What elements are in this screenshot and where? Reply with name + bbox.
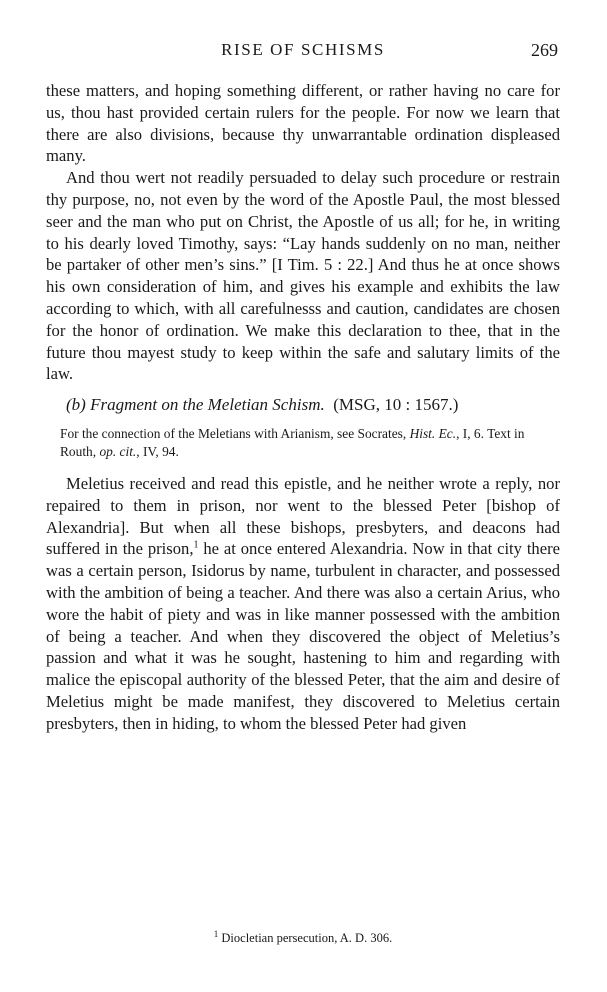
source-note-ref1: , I, 6. Text in Routh, — [60, 425, 525, 459]
body-text — [46, 80, 560, 735]
section-heading — [66, 394, 560, 416]
paragraph-meletius-text-b: he at once entered Alexandria. Now in that city there was a certain person, Isidorus by name, turbulent in character, and possessed with the ambition of being a teacher. And there was also a certain Arius, who wore the habit of piety and was in like manner possessed with the ambition of being a teacher. And when they discovered the object of Meletius’s passion and what it was he sought, hastening to him and regarding with malice the episcopal authority of the blessed Peter, that the aim and desire of Meletius might be made manifest, they discovered to Meletius certain presbyters, then in hiding, to whom the blessed Peter had given — [46, 539, 560, 733]
footnote-marker: 1 — [213, 928, 219, 939]
running-title: RISE OF SCHISMS — [221, 40, 385, 59]
source-note-opcit: op. cit. — [99, 443, 137, 459]
footnote-text: Diocletian persecution, A. D. 306. — [218, 931, 393, 945]
page-number: 269 — [531, 40, 558, 60]
paragraph-meletius-text-a: Meletius received and read this epistle, and he neither wrote a reply, nor repaired to them in prison, nor went to the blessed Peter [bishop of Alexandria]. But when all these bishops, presbyters, and deacons had suffered in the prison, — [46, 473, 560, 559]
source-note — [60, 425, 560, 461]
running-head — [46, 40, 560, 64]
section-reference: (MSG, 10 : 1567.) — [333, 395, 459, 415]
section-title: (b) Fragment on the Meletian Schism. — [66, 395, 325, 415]
paragraph-paul-timothy: And thou wert not readily persuaded to delay such procedure or restrain thy purpose, no, not even by the word of the Apostle Paul, the most blessed seer and the man who put on Christ, the Apostle of us all; for he, in writing to his dearly loved Timothy, says: “Lay hands suddenly on no man, neither be partaker of other men’s sins.” [I Tim. 5 : 22.] And thus he at once shows his own consideration of him, and gives his example and exhibits the law according to which, with all carefulnesss and caution, candidates are chosen for the honor of ordination. We make this declaration to thee, that in the future thou mayest study to keep within the safe and salutary limits of the law. — [46, 168, 560, 384]
source-note-work: Hist. Ec. — [409, 425, 457, 441]
footnote — [46, 928, 560, 946]
paragraph-meletius — [46, 473, 560, 735]
footnote-reference: 1 — [193, 539, 199, 551]
source-note-ref2: , IV, 94. — [136, 443, 179, 459]
source-note-lead: For the connection of the Meletians with Arianism, see Socrates, — [60, 425, 407, 441]
paragraph-continued: these matters, and hoping something different, or rather having no care for us, thou hast provided certain rulers for the people. For now we learn that there are also divisions, because thy unwarrantable ordination displeased many. — [46, 81, 560, 166]
